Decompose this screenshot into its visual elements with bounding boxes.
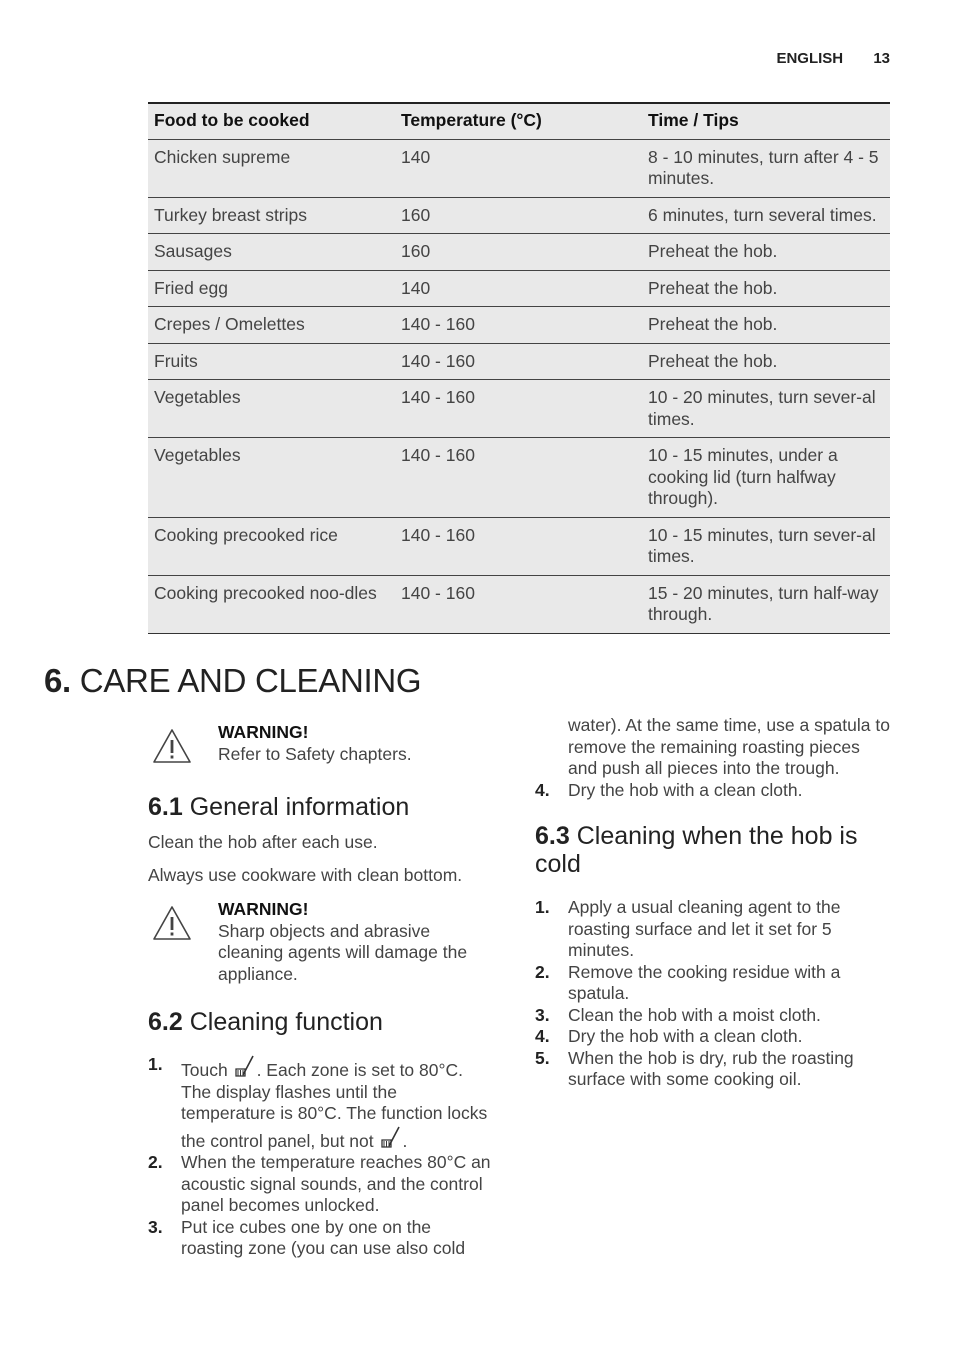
warning-block [148,722,493,770]
table-cell: 140 - 160 [395,343,642,380]
table-cell: Sausages [148,234,395,271]
page-number: 13 [873,50,890,67]
table-cell: Preheat the hob. [642,234,890,271]
step-text: When the temperature reaches 80°C an acoustic signal sounds, and the control panel becomes unlocked. [181,1152,491,1215]
table-cell: Vegetables [148,438,395,518]
table-cell: Crepes / Omelettes [148,307,395,344]
table-cell: 15 - 20 minutes, turn half-way through. [642,575,890,633]
subsection-heading-6-3 [535,822,890,878]
warning-triangle-icon [152,728,192,764]
warning-text: Sharp objects and abrasive cleaning agents will damage the appliance. [218,920,468,984]
table-row [148,234,890,271]
table-cell: 6 minutes, turn several times. [642,197,890,234]
step-text: Clean the hob with a moist cloth. [568,1004,821,1025]
table-cell: 8 - 10 minutes, turn after 4 - 5 minutes. [642,139,890,197]
list-item [535,962,890,1005]
right-column [535,715,890,1091]
list-item [535,780,890,802]
column-header: Time / Tips [642,103,890,139]
step-number: 5. [535,1047,550,1068]
step-text: Touch [181,1060,228,1080]
subsection-title: Cleaning when the hob is cold [535,822,858,878]
paragraph: Always use cookware with clean bottom. [148,864,463,885]
list-item [535,1005,890,1027]
warning-block [148,899,493,985]
step-text: water). At the same time, use a spatula to remove the remaining roasting pieces and push all pieces into the trough. [568,715,890,778]
table-row [148,438,890,518]
step-text: When the hob is dry, rub the roasting surface with some cooking oil. [568,1047,854,1089]
subsection-title: Cleaning function [189,1008,383,1036]
step-text: Remove the cooking residue with a spatula. [568,961,841,1003]
step-text: Dry the hob with a clean cloth. [568,1026,803,1046]
step-number: 4. [535,1026,550,1046]
section-title-text: CARE AND CLEANING [79,662,422,699]
step-number: 2. [535,961,550,982]
table-cell: Fried egg [148,270,395,307]
table-cell: Chicken supreme [148,139,395,197]
list-item [535,715,890,780]
language-label: ENGLISH [776,50,844,67]
table-cell: 140 [395,270,642,307]
table-cell: 10 - 20 minutes, turn sever-al times. [642,380,890,438]
table-cell: 140 - 160 [395,307,642,344]
page-header [776,50,890,67]
subsection-title: General information [189,793,410,821]
step-number: 3. [148,1216,163,1237]
table-cell: 140 - 160 [395,517,642,575]
warning-text: Refer to Safety chapters. [218,743,412,764]
list-item [148,1054,493,1152]
step-number: 3. [535,1004,550,1025]
table-cell: 160 [395,234,642,271]
table-row [148,197,890,234]
table-cell: 140 [395,139,642,197]
step-text: Dry the hob with a clean cloth. [568,779,803,800]
table-header-row [148,103,890,139]
table-row [148,307,890,344]
table-row [148,575,890,633]
list-item [148,1152,493,1217]
table-cell: Preheat the hob. [642,307,890,344]
table-cell: 10 - 15 minutes, turn sever-al times. [642,517,890,575]
subsection-heading-6-2 [148,1008,493,1036]
table-row [148,517,890,575]
list-item [535,1026,890,1048]
section-title [44,662,421,700]
step-text: . Each zone is set to 80°C. The display flashes until the temperature is 80°C. The function locks the control panel, but not [181,1060,488,1151]
warning-title: WARNING! [218,899,309,919]
cold-cleaning-steps-list [535,897,890,1091]
table-cell: Preheat the hob. [642,270,890,307]
table-row [148,139,890,197]
table-row [148,270,890,307]
table-cell: Fruits [148,343,395,380]
warning-triangle-icon [152,905,192,941]
column-header: Temperature (°C) [395,103,642,139]
step-number: 1. [148,1054,163,1074]
table-cell: Cooking precooked rice [148,517,395,575]
cleaning-steps-list-continued [535,715,890,801]
column-header: Food to be cooked [148,103,395,139]
step-text: . [402,1130,408,1151]
cooking-table [148,102,890,634]
table-cell: 140 - 160 [395,380,642,438]
table-cell: 140 - 160 [395,438,642,518]
step-text: Put ice cubes one by one on the roasting zone (you can use also cold [181,1216,466,1258]
table-cell: Preheat the hob. [642,343,890,380]
list-item [535,897,890,962]
step-number: 1. [535,897,550,917]
subsection-number: 6.3 [535,822,570,850]
table-cell: Vegetables [148,380,395,438]
warning-title: WARNING! [218,722,309,742]
cleaning-function-icon [380,1125,402,1151]
list-item [148,1217,493,1260]
section-number: 6. [44,662,71,699]
step-text: Apply a usual cleaning agent to the roasting surface and let it set for 5 minutes. [568,897,841,960]
step-number: 4. [535,779,550,800]
paragraph: Clean the hob after each use. [148,832,378,852]
step-number: 2. [148,1152,163,1172]
cleaning-function-icon [234,1054,256,1080]
table-cell: 160 [395,197,642,234]
table-cell: 140 - 160 [395,575,642,633]
table-cell: 10 - 15 minutes, under a cooking lid (turn halfway through). [642,438,890,518]
cleaning-steps-list [148,1054,493,1260]
table-row [148,343,890,380]
subsection-heading-6-1 [148,793,493,821]
subsection-number: 6.2 [148,1008,183,1036]
subsection-number: 6.1 [148,793,183,821]
left-column [148,722,493,1260]
table-row [148,380,890,438]
table-cell: Turkey breast strips [148,197,395,234]
table-cell: Cooking precooked noo-dles [148,575,395,633]
list-item [535,1048,890,1091]
